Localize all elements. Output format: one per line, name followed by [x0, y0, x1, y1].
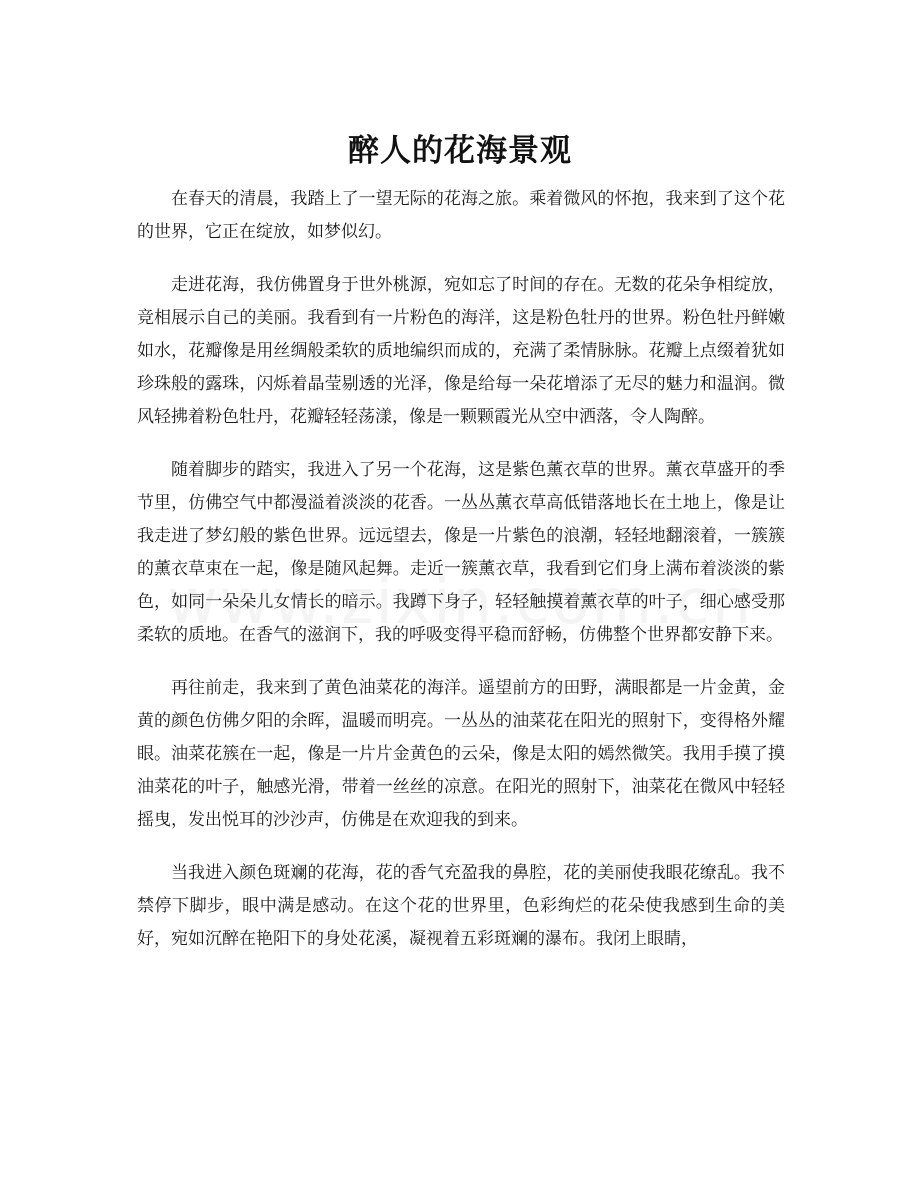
- document-title: 醉人的花海景观: [348, 132, 572, 169]
- paragraph-5: 当我进入颜色斑斓的花海，花的香气充盈我的鼻腔，花的美丽使我眼花缭乱。我不禁停下脚步，眼中满是感动。在这个花的世界里，色彩绚烂的花朵使我感到生命的美好，宛如沉醉在艳阳下的身处花溪，凝视着五彩斑斓的瀑布。我闭上眼睛，: [137, 863, 785, 949]
- paragraph-2: 走进花海，我仿佛置身于世外桃源，宛如忘了时间的存在。无数的花朵争相绽放，竞相展示自己的美丽。我看到有一片粉色的海洋，这是粉色牡丹的世界。粉色牡丹鲜嫩如水，花瓣像是用丝绸般柔软的质地编织而成的，充满了柔情脉脉。花瓣上点缀着犹如珍珠般的露珠，闪烁着晶莹剔透的光泽，像是给每一朵花增添了无尽的魅力和温润。微风轻拂着粉色牡丹，花瓣轻轻荡漾，像是一颗颗霞光从空中洒落，令人陶醉。: [137, 275, 785, 427]
- document-body: [137, 183, 785, 976]
- paragraph-4: 再往前走，我来到了黄色油菜花的海洋。遥望前方的田野，满眼都是一片金黄，金黄的颜色仿佛夕阳的余晖，温暖而明亮。一丛丛的油菜花在阳光的照射下，变得格外耀眼。油菜花簇在一起，像是一片片金黄色的云朵，像是太阳的嫣然微笑。我用手摸了摸油菜花的叶子，触感光滑，带着一丝丝的凉意。在阳光的照射下，油菜花在微风中轻轻摇曳，发出悦耳的沙沙声，仿佛是在欢迎我的到来。: [137, 678, 785, 830]
- paragraph-1: 在春天的清晨，我踏上了一望无际的花海之旅。乘着微风的怀抱，我来到了这个花的世界，它正在绽放，如梦似幻。: [137, 189, 785, 242]
- paragraph-3: 随着脚步的踏实，我进入了另一个花海，这是紫色薰衣草的世界。薰衣草盛开的季节里，仿佛空气中都漫溢着淡淡的花香。一丛丛薰衣草高低错落地长在土地上，像是让我走进了梦幻般的紫色世界。远远望去，像是一片紫色的浪潮，轻轻地翻滚着，一簇簇的薰衣草束在一起，像是随风起舞。走近一簇薰衣草，我看到它们身上满布着淡淡的紫色，如同一朵朵儿女情长的暗示。我蹲下身子，轻轻触摸着薰衣草的叶子，细心感受那柔软的质地。在香气的滋润下，我的呼吸变得平稳而舒畅，仿佛整个世界都安静下来。: [137, 460, 785, 645]
